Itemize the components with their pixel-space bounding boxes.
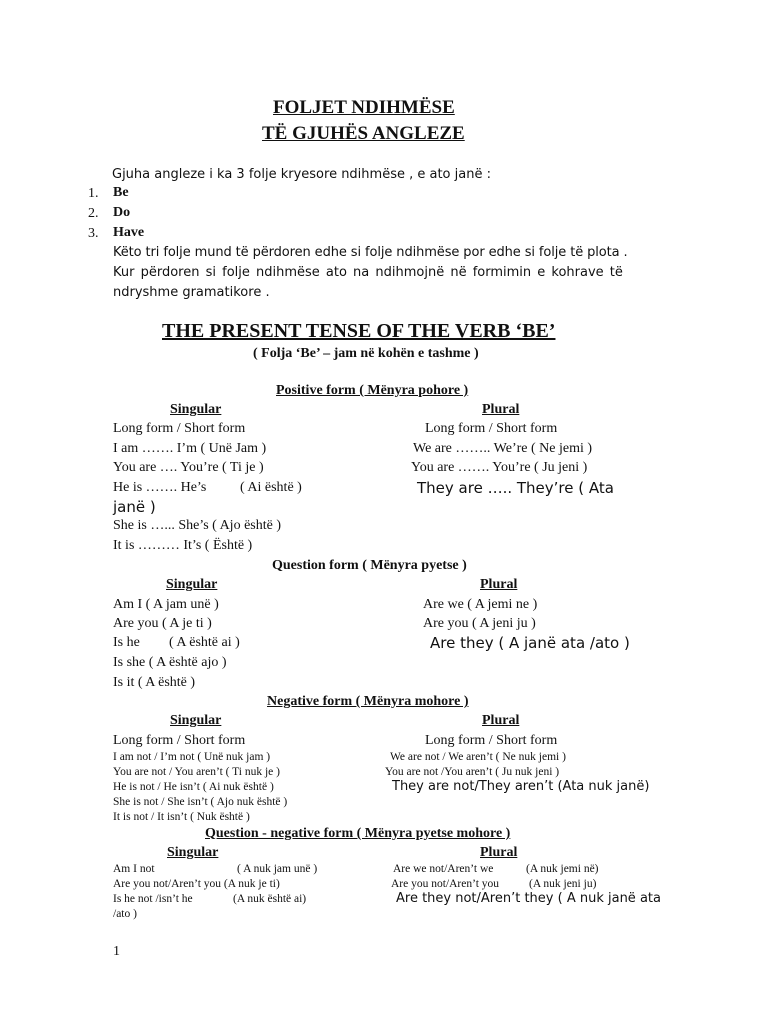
- question-negative-plural-2: Are you not/Aren’t you: [391, 878, 500, 890]
- positive-singular-columns: Long form / Short form: [113, 421, 246, 436]
- positive-singular-3: He is ……. He’s: [113, 480, 207, 495]
- list-item-have: Have: [113, 225, 145, 240]
- paragraph-line-3: ndryshme gramatikore .: [113, 285, 270, 300]
- section-subtitle: ( Folja ‘Be’ – jam në kohën e tashme ): [253, 346, 479, 361]
- question-negative-plural-1-translation: (A nuk jemi në): [526, 863, 599, 875]
- negative-singular-2: You are not / You aren’t ( Ti nuk je ): [113, 766, 280, 778]
- page-number: 1: [113, 944, 120, 959]
- list-item-be: Be: [113, 185, 129, 200]
- paragraph-line-1: Këto tri folje mund të përdoren edhe si folje ndihmëse por edhe si folje të plota .: [113, 245, 628, 260]
- question-singular-3: Is he: [113, 635, 140, 650]
- positive-singular-4: She is …... She’s ( Ajo është ): [113, 518, 281, 533]
- question-negative-plural-3-continued: /ato ): [113, 908, 137, 920]
- question-negative-plural-3: Are they not/Aren’t they ( A nuk janë ata: [396, 891, 661, 906]
- positive-plural-3-continued: janë ): [113, 498, 156, 516]
- negative-singular-1: I am not / I’m not ( Unë nuk jam ): [113, 751, 271, 763]
- question-negative-heading: Question - negative form ( Mënyra pyetse mohore ): [205, 826, 511, 841]
- positive-plural-heading: Plural: [482, 402, 520, 417]
- question-negative-singular-heading: Singular: [167, 845, 219, 860]
- intro-text: Gjuha angleze i ka 3 folje kryesore ndihmëse , e ato janë :: [112, 167, 491, 182]
- question-negative-plural-2-translation: (A nuk jeni ju): [529, 878, 597, 890]
- question-singular-5: Is it ( A është ): [113, 675, 196, 690]
- question-heading: Question form ( Mënyra pyetse ): [272, 558, 467, 573]
- positive-plural-2: You are ……. You’re ( Ju jeni ): [411, 460, 588, 475]
- section-title: THE PRESENT TENSE OF THE VERB ‘BE’: [162, 320, 556, 342]
- question-negative-singular-1: Am I not: [113, 863, 155, 875]
- positive-singular-1: I am ……. I’m ( Unë Jam ): [113, 441, 267, 456]
- positive-singular-3-translation: ( Ai është ): [240, 480, 302, 495]
- question-negative-plural-1: Are we not/Aren’t we: [393, 863, 494, 875]
- positive-singular-heading: Singular: [170, 402, 222, 417]
- negative-plural-3: They are not/They aren’t (Ata nuk janë): [392, 779, 650, 794]
- list-number-3: 3.: [88, 226, 99, 241]
- question-negative-plural-heading: Plural: [480, 845, 518, 860]
- question-singular-heading: Singular: [166, 577, 218, 592]
- list-item-do: Do: [113, 205, 131, 220]
- positive-singular-2: You are …. You’re ( Ti je ): [113, 460, 264, 475]
- paragraph-line-2: Kur përdoren si folje ndihmëse ato na ndihmojnë në formimin e kohrave të: [113, 265, 623, 280]
- question-plural-heading: Plural: [480, 577, 518, 592]
- question-negative-singular-3-translation: (A nuk është ai): [233, 893, 307, 905]
- negative-singular-heading: Singular: [170, 713, 222, 728]
- question-singular-4: Is she ( A është ajo ): [113, 655, 227, 670]
- question-negative-singular-3: Is he not /isn’t he: [113, 893, 193, 905]
- question-negative-singular-2: Are you not/Aren’t you (A nuk je ti): [113, 878, 280, 890]
- negative-singular-3: He is not / He isn’t ( Ai nuk është ): [113, 781, 274, 793]
- negative-singular-5: It is not / It isn’t ( Nuk është ): [113, 811, 250, 823]
- negative-plural-2: You are not /You aren’t ( Ju nuk jeni ): [385, 766, 560, 778]
- question-plural-2: Are you ( A jeni ju ): [423, 616, 536, 631]
- positive-heading: Positive form ( Mënyra pohore ): [276, 383, 469, 398]
- positive-plural-1: We are …….. We’re ( Ne jemi ): [413, 441, 593, 456]
- negative-heading: Negative form ( Mënyra mohore ): [267, 694, 469, 709]
- question-plural-3: Are they ( A janë ata /ato ): [430, 634, 630, 652]
- negative-plural-heading: Plural: [482, 713, 520, 728]
- list-number-2: 2.: [88, 206, 99, 221]
- list-number-1: 1.: [88, 186, 99, 201]
- positive-plural-columns: Long form / Short form: [425, 421, 558, 436]
- negative-plural-1: We are not / We aren’t ( Ne nuk jemi ): [390, 751, 566, 763]
- question-singular-2: Are you ( A je ti ): [113, 616, 212, 631]
- doc-title-line1: FOLJET NDIHMËSE: [273, 97, 455, 118]
- negative-singular-columns: Long form / Short form: [113, 733, 246, 748]
- doc-title-line2: TË GJUHËS ANGLEZE: [262, 123, 465, 144]
- negative-singular-4: She is not / She isn’t ( Ajo nuk është ): [113, 796, 288, 808]
- question-singular-1: Am I ( A jam unë ): [113, 597, 219, 612]
- positive-singular-5: It is ……… It’s ( Është ): [113, 538, 253, 553]
- question-plural-1: Are we ( A jemi ne ): [423, 597, 538, 612]
- question-negative-singular-1-translation: ( A nuk jam unë ): [237, 863, 318, 875]
- negative-plural-columns: Long form / Short form: [425, 733, 558, 748]
- positive-plural-3: They are ….. They’re ( Ata: [417, 479, 614, 497]
- question-singular-3-translation: ( A është ai ): [169, 635, 240, 650]
